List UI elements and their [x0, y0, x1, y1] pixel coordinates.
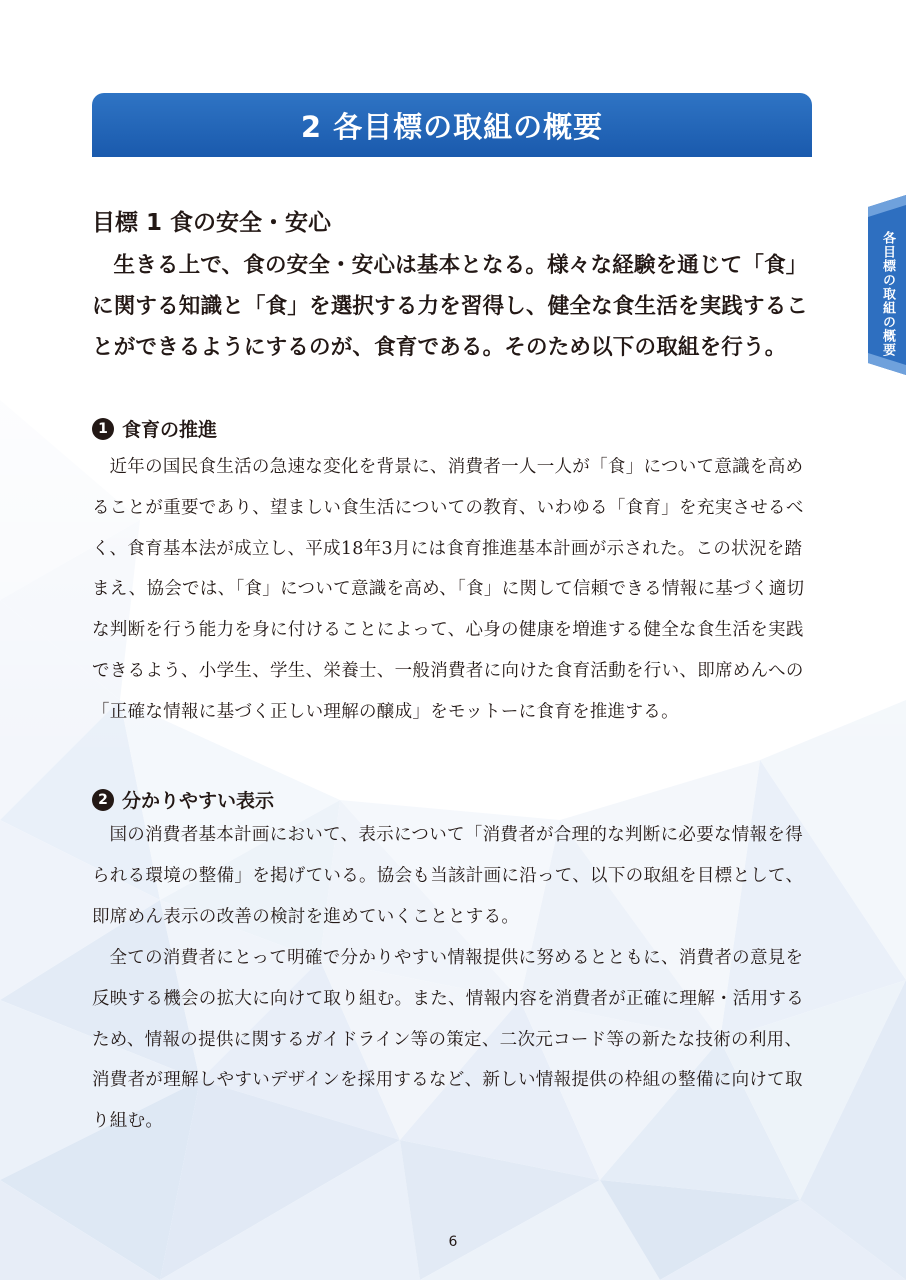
- page-title: 2 各目標の取組の概要: [92, 93, 812, 157]
- section-title: 食育の推進: [122, 419, 218, 441]
- section-title: 分かりやすい表示: [122, 790, 275, 812]
- section-number-badge: 1: [92, 418, 114, 440]
- section-number-badge: 2: [92, 789, 114, 811]
- side-tab-label: 各目標の取組の概要: [880, 231, 895, 357]
- page-number: 6: [448, 1234, 458, 1250]
- section-paragraph: 全ての消費者にとって明確で分かりやすい情報提供に努めるとともに、消費者の意見を反映する機会の拡大に向けて取り組む。また、情報内容を消費者が正確に理解・活用するため、情報の提供に関するガイドライン等の策定、二次元コード等の新たな技術の利用、消費者が理解しやすいデザインを採用するなど、新しい情報提供の枠組の整備に向けて取り組む。: [92, 948, 804, 1132]
- section-paragraph: 近年の国民食生活の急速な変化を背景に、消費者一人一人が「食」について意識を高めることが重要であり、望ましい食生活についての教育、いわゆる「食育」を充実させるべく、食育基本法が成立し、平成18年3月には食育推進基本計画が示された。この状況を踏まえ、協会では、「食」について意識を高め、「食」に関して信頼できる情報に基づく適切な判断を行う能力を身に付けることによって、心身の健康を増進する健全な食生活を実践できるよう、小学生、学生、栄養士、一般消費者に向けた食育活動を行い、即席めんへの「正確な情報に基づく正しい理解の醸成」をモットーに食育を推進する。: [92, 457, 805, 722]
- section-heading-2: [92, 786, 274, 813]
- section-paragraph: 国の消費者基本計画において、表示について「消費者が合理的な判断に必要な情報を得られる環境の整備」を掲げている。協会も当該計画に沿って、以下の取組を目標として、即席めん表示の改善の検討を進めていくこととする。: [92, 825, 804, 927]
- section-heading-1: [92, 415, 217, 442]
- goal-heading: 目標 1 食の安全・安心: [92, 210, 332, 236]
- side-index-tab[interactable]: [868, 195, 906, 375]
- goal-intro: 生きる上で、食の安全・安心は基本となる。様々な経験を通じて「食」に関する知識と「食」を選択する力を習得し、健全な食生活を実践することができるようにするのが、食育である。そのため以下の取組を行う。: [92, 253, 809, 360]
